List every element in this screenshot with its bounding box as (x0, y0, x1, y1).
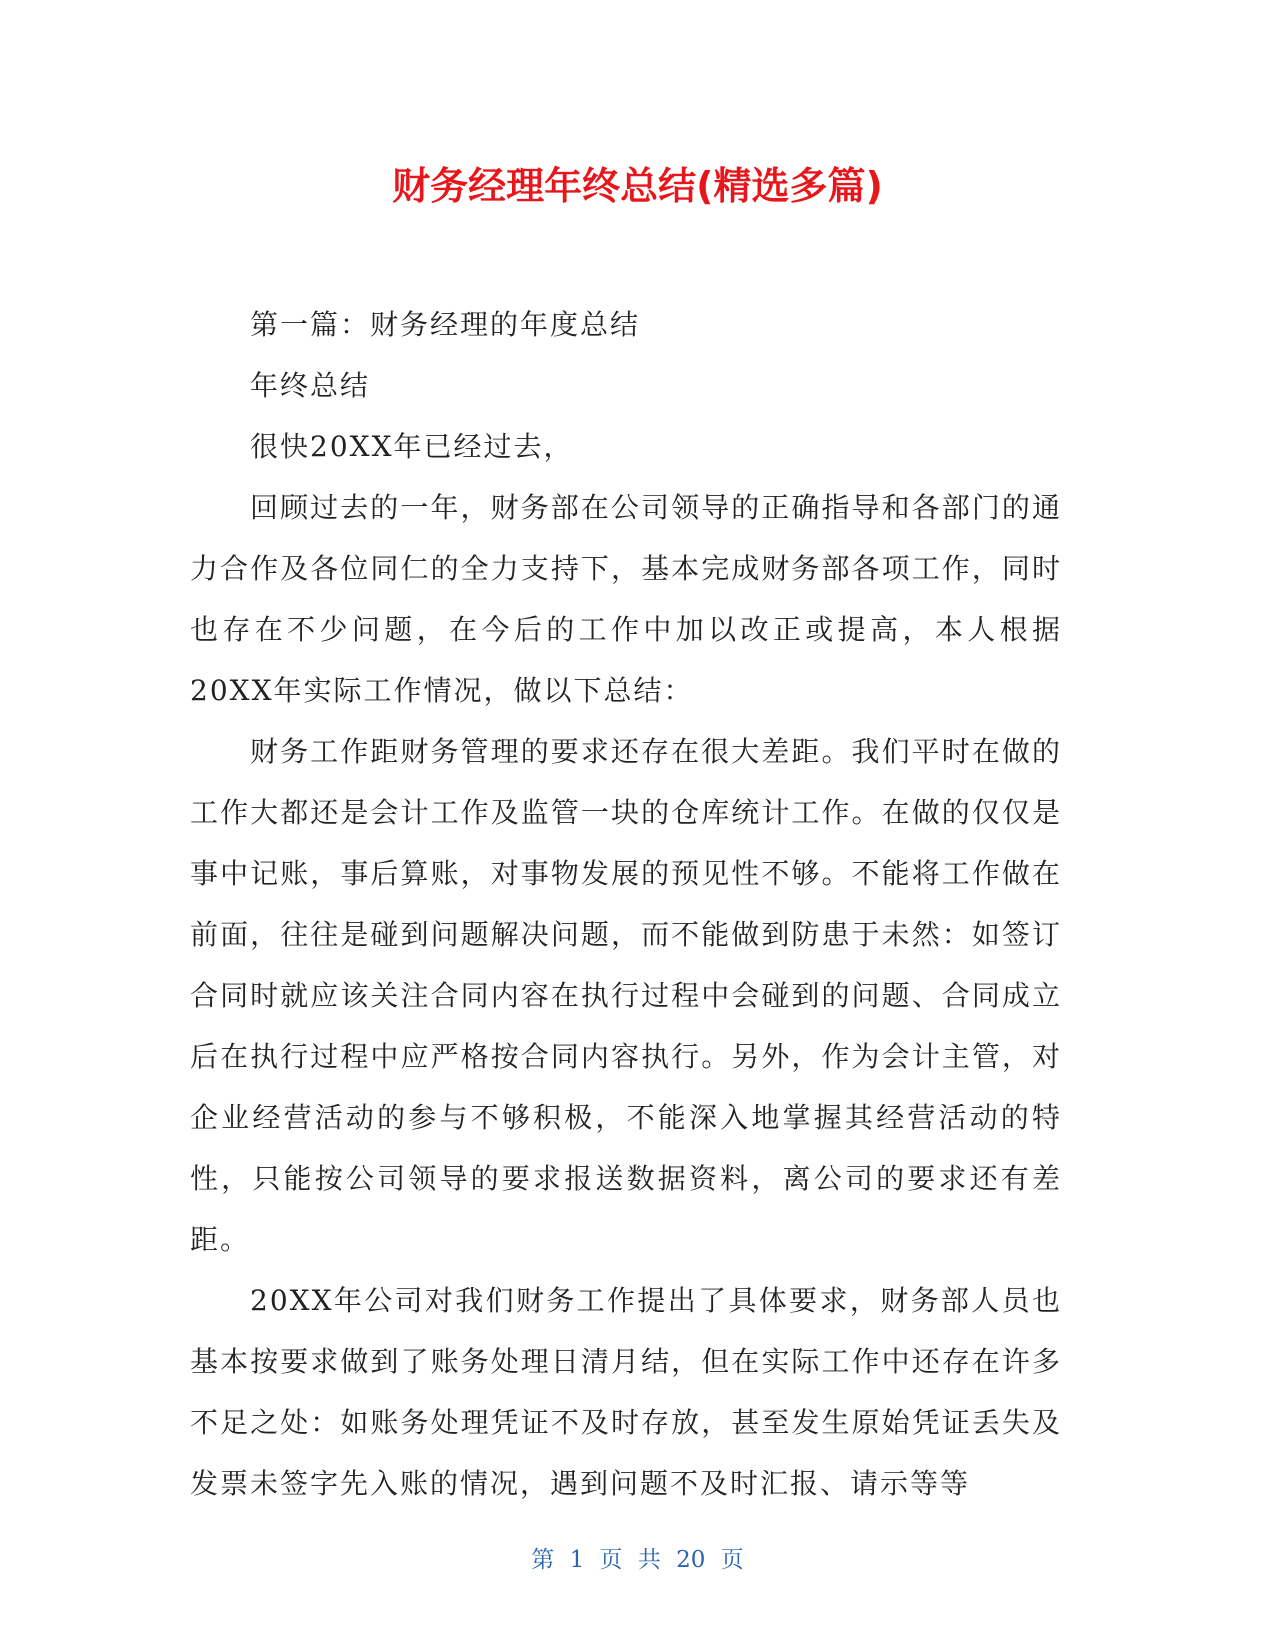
body-paragraph: 20XX年公司对我们财务工作提出了具体要求，财务部人员也基本按要求做到了账务处理日清月结，但在实际工作中还存在许多不足之处：如账务处理凭证不及时存放，甚至发生原始凭证丢失及发票未签字先入账的情况，遇到问题不及时汇报、请示等等 (190, 1284, 1062, 1500)
body-paragraph: 回顾过去的一年，财务部在公司领导的正确指导和各部门的通力合作及各位同仁的全力支持下，基本完成财务部各项工作，同时也存在不少问题，在今后的工作中加以改正或提高，本人根据20XX年实际工作情况，做以下总结： (190, 491, 1062, 707)
page-indicator: 第 1 页 共 20 页 (531, 1547, 744, 1573)
body-paragraph: 很快20XX年已经过去， (250, 430, 574, 463)
body-paragraph: 财务工作距财务管理的要求还存在很大差距。我们平时在做的工作大都还是会计工作及监管一块的仓库统计工作。在做的仅仅是事中记账，事后算账，对事物发展的预见性不够。不能将工作做在前面，往往是碰到问题解决问题，而不能做到防患于未然：如签订合同时就应该关注合同内容在执行过程中会碰到的问题、合同成立后在执行过程中应严格按合同内容执行。另外，作为会计主管，对企业经营活动的参与不够积极，不能深入地掌握其经营活动的特性，只能按公司领导的要求报送数据资料，离公司的要求还有差距。 (190, 735, 1062, 1256)
section-heading: 第一篇：财务经理的年度总结 (250, 308, 641, 341)
document-body (190, 294, 1062, 1514)
document-title: 财务经理年终总结(精选多篇) (392, 164, 883, 208)
subheading: 年终总结 (250, 369, 371, 402)
